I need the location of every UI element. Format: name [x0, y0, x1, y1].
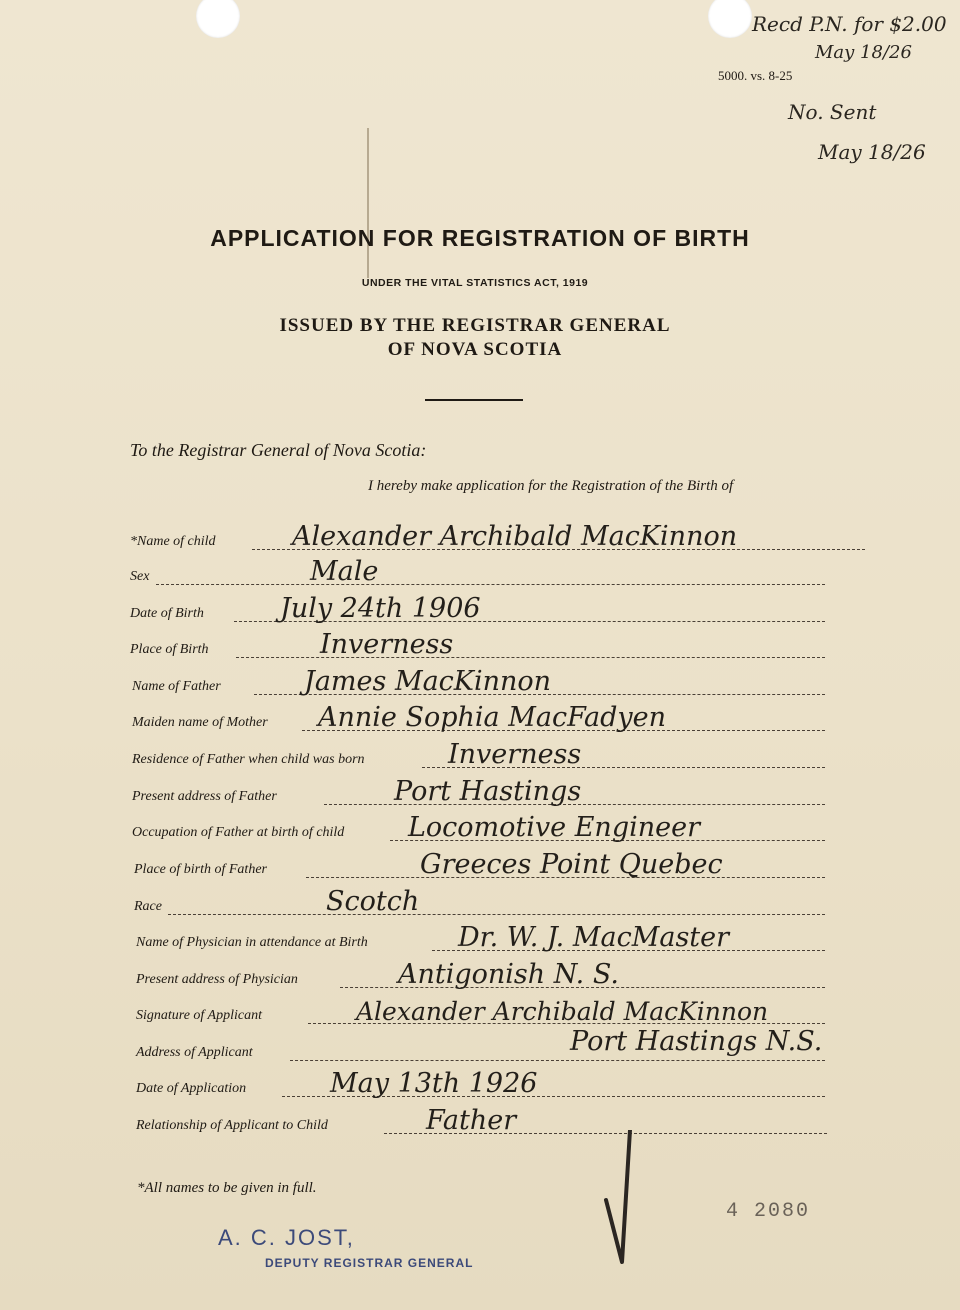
form-code: 5000. vs. 8-25	[718, 68, 793, 83]
field-value: Greeces Point Quebec	[420, 849, 723, 880]
paper-fold-mark	[367, 128, 369, 278]
field-row-occupation-of-father	[132, 812, 825, 843]
checkmark-icon	[600, 1130, 650, 1270]
issuer-heading	[0, 314, 950, 362]
field-value: Inverness	[320, 629, 454, 660]
field-row-present-address-of-father	[132, 776, 825, 807]
field-value: Port Hastings N.S.	[570, 1026, 823, 1057]
field-row-address-of-applicant	[136, 1026, 825, 1063]
field-value: May 13th 1926	[330, 1068, 538, 1099]
field-value: Port Hastings	[394, 776, 582, 807]
field-row-race	[134, 886, 825, 917]
document-subtitle: UNDER THE VITAL STATISTICS ACT, 1919	[361, 277, 589, 289]
handwritten-sent-note: No. Sent	[788, 100, 877, 124]
field-value: Father	[426, 1105, 517, 1136]
field-row-place-of-birth	[130, 629, 825, 660]
field-line	[168, 914, 825, 915]
handwritten-receipt-note: Recd P.N. for $2.00	[752, 12, 947, 36]
field-label: Sex	[130, 569, 150, 584]
field-label: Place of Birth	[130, 642, 209, 657]
field-line	[156, 584, 825, 585]
field-label: Address of Applicant	[136, 1045, 253, 1060]
field-value: Male	[310, 556, 379, 587]
field-label: Relationship of Applicant to Child	[136, 1118, 328, 1133]
field-value: James MacKinnon	[304, 666, 552, 697]
field-label: Maiden name of Mother	[132, 715, 268, 730]
punch-hole-left	[196, 0, 240, 38]
field-row-relationship-of-applicant	[136, 1105, 827, 1136]
field-label: Occupation of Father at birth of child	[132, 825, 345, 840]
salutation: To the Registrar General of Nova Scotia:	[130, 440, 427, 460]
document-title: APPLICATION FOR REGISTRATION OF BIRTH	[210, 225, 750, 251]
field-row-date-of-birth	[130, 593, 825, 624]
field-row-residence-of-father	[132, 739, 825, 770]
intro-text: I hereby make application for the Registration of the Birth of	[368, 478, 734, 494]
field-label: Present address of Physician	[136, 972, 298, 987]
field-label: *Name of child	[130, 534, 216, 549]
field-row-place-of-birth-of-father	[134, 849, 825, 880]
field-label: Place of birth of Father	[134, 862, 267, 877]
field-row-name-of-child	[130, 521, 865, 552]
field-value: Inverness	[448, 739, 582, 770]
field-label: Date of Birth	[130, 606, 204, 621]
field-label: Name of Physician in attendance at Birth	[136, 935, 368, 950]
punch-hole-right	[708, 0, 752, 38]
field-row-signature-of-applicant	[136, 997, 825, 1026]
field-value: Antigonish N. S.	[398, 959, 619, 990]
field-value: Alexander Archibald MacKinnon	[356, 997, 769, 1026]
field-line	[290, 1060, 825, 1061]
issuer-line-1: ISSUED BY THE REGISTRAR GENERAL	[279, 315, 671, 336]
field-row-present-address-of-physician	[136, 959, 825, 990]
field-row-date-of-application	[136, 1068, 825, 1099]
field-label: Race	[134, 899, 162, 914]
field-label: Present address of Father	[132, 789, 277, 804]
field-value: Annie Sophia MacFadyen	[318, 702, 666, 733]
handwritten-receipt-date: May 18/26	[815, 42, 912, 63]
field-label: Name of Father	[132, 679, 221, 694]
field-label: Signature of Applicant	[136, 1008, 262, 1023]
field-value: Locomotive Engineer	[408, 812, 700, 843]
stamp-name: A. C. JOST,	[218, 1225, 355, 1250]
field-value: Alexander Archibald MacKinnon	[292, 521, 738, 552]
field-row-name-of-physician	[136, 922, 825, 953]
field-row-name-of-father	[132, 666, 825, 697]
issuer-line-2: OF NOVA SCOTIA	[387, 339, 563, 360]
field-row-maiden-name-of-mother	[132, 702, 825, 733]
field-row-sex	[130, 556, 825, 587]
handwritten-sent-date: May 18/26	[818, 140, 926, 164]
title-divider	[425, 399, 523, 401]
stamp-title: DEPUTY REGISTRAR GENERAL	[265, 1256, 474, 1270]
field-value: Dr. W. J. MacMaster	[458, 922, 730, 953]
field-label: Date of Application	[136, 1081, 247, 1096]
field-value: July 24th 1906	[280, 593, 481, 624]
footnote: *All names to be given in full.	[137, 1180, 317, 1196]
file-number: 4 2080	[726, 1200, 811, 1223]
field-label: Residence of Father when child was born	[132, 752, 365, 767]
field-value: Scotch	[326, 886, 420, 917]
